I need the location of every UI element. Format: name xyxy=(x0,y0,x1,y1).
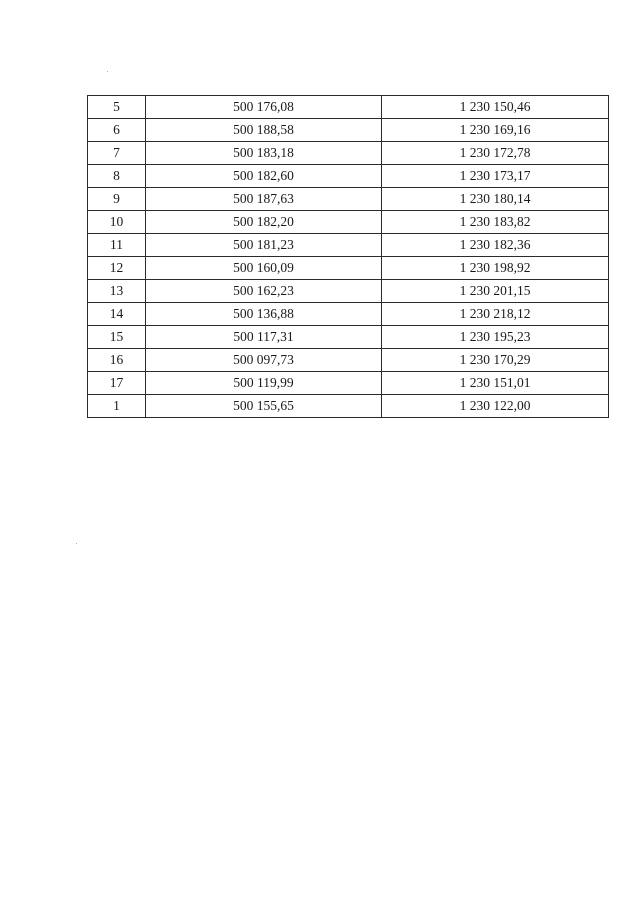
table-row xyxy=(88,395,609,418)
point-number-cell: 10 xyxy=(88,211,146,234)
coordinate-y-cell: 1 230 170,29 xyxy=(382,349,609,372)
coordinate-y-cell: 1 230 151,01 xyxy=(382,372,609,395)
coordinate-x-cell: 500 136,88 xyxy=(146,303,382,326)
point-number-cell: 14 xyxy=(88,303,146,326)
coordinate-x-cell: 500 119,99 xyxy=(146,372,382,395)
coordinate-x-cell: 500 155,65 xyxy=(146,395,382,418)
coordinate-x-cell: 500 097,73 xyxy=(146,349,382,372)
coordinate-x-cell: 500 188,58 xyxy=(146,119,382,142)
table-row xyxy=(88,280,609,303)
point-number-cell: 7 xyxy=(88,142,146,165)
table-row xyxy=(88,326,609,349)
coordinate-y-cell: 1 230 195,23 xyxy=(382,326,609,349)
point-number-cell: 6 xyxy=(88,119,146,142)
scan-speck xyxy=(107,71,108,72)
coordinate-y-cell: 1 230 172,78 xyxy=(382,142,609,165)
coordinate-y-cell: 1 230 169,16 xyxy=(382,119,609,142)
coordinate-y-cell: 1 230 122,00 xyxy=(382,395,609,418)
coordinate-x-cell: 500 187,63 xyxy=(146,188,382,211)
coordinate-x-cell: 500 160,09 xyxy=(146,257,382,280)
point-number-cell: 12 xyxy=(88,257,146,280)
table-row xyxy=(88,165,609,188)
coordinate-y-cell: 1 230 182,36 xyxy=(382,234,609,257)
table-row xyxy=(88,257,609,280)
table-row xyxy=(88,211,609,234)
table-row xyxy=(88,96,609,119)
table-row xyxy=(88,349,609,372)
coordinate-x-cell: 500 176,08 xyxy=(146,96,382,119)
coordinate-y-cell: 1 230 180,14 xyxy=(382,188,609,211)
point-number-cell: 9 xyxy=(88,188,146,211)
point-number-cell: 8 xyxy=(88,165,146,188)
coordinates-table xyxy=(87,95,609,418)
coordinate-x-cell: 500 182,60 xyxy=(146,165,382,188)
coordinate-y-cell: 1 230 183,82 xyxy=(382,211,609,234)
coordinate-y-cell: 1 230 150,46 xyxy=(382,96,609,119)
table-row xyxy=(88,142,609,165)
point-number-cell: 1 xyxy=(88,395,146,418)
scan-speck xyxy=(76,543,77,544)
coordinate-x-cell: 500 182,20 xyxy=(146,211,382,234)
point-number-cell: 17 xyxy=(88,372,146,395)
coordinates-table-body xyxy=(88,96,609,418)
coordinate-x-cell: 500 183,18 xyxy=(146,142,382,165)
table-row xyxy=(88,303,609,326)
table-row xyxy=(88,234,609,257)
coordinate-x-cell: 500 181,23 xyxy=(146,234,382,257)
point-number-cell: 5 xyxy=(88,96,146,119)
point-number-cell: 13 xyxy=(88,280,146,303)
table-row xyxy=(88,188,609,211)
point-number-cell: 15 xyxy=(88,326,146,349)
table-row xyxy=(88,372,609,395)
coordinate-x-cell: 500 162,23 xyxy=(146,280,382,303)
table-row xyxy=(88,119,609,142)
point-number-cell: 11 xyxy=(88,234,146,257)
coordinate-y-cell: 1 230 218,12 xyxy=(382,303,609,326)
coordinate-x-cell: 500 117,31 xyxy=(146,326,382,349)
coordinate-y-cell: 1 230 201,15 xyxy=(382,280,609,303)
coordinate-y-cell: 1 230 173,17 xyxy=(382,165,609,188)
coordinate-y-cell: 1 230 198,92 xyxy=(382,257,609,280)
point-number-cell: 16 xyxy=(88,349,146,372)
